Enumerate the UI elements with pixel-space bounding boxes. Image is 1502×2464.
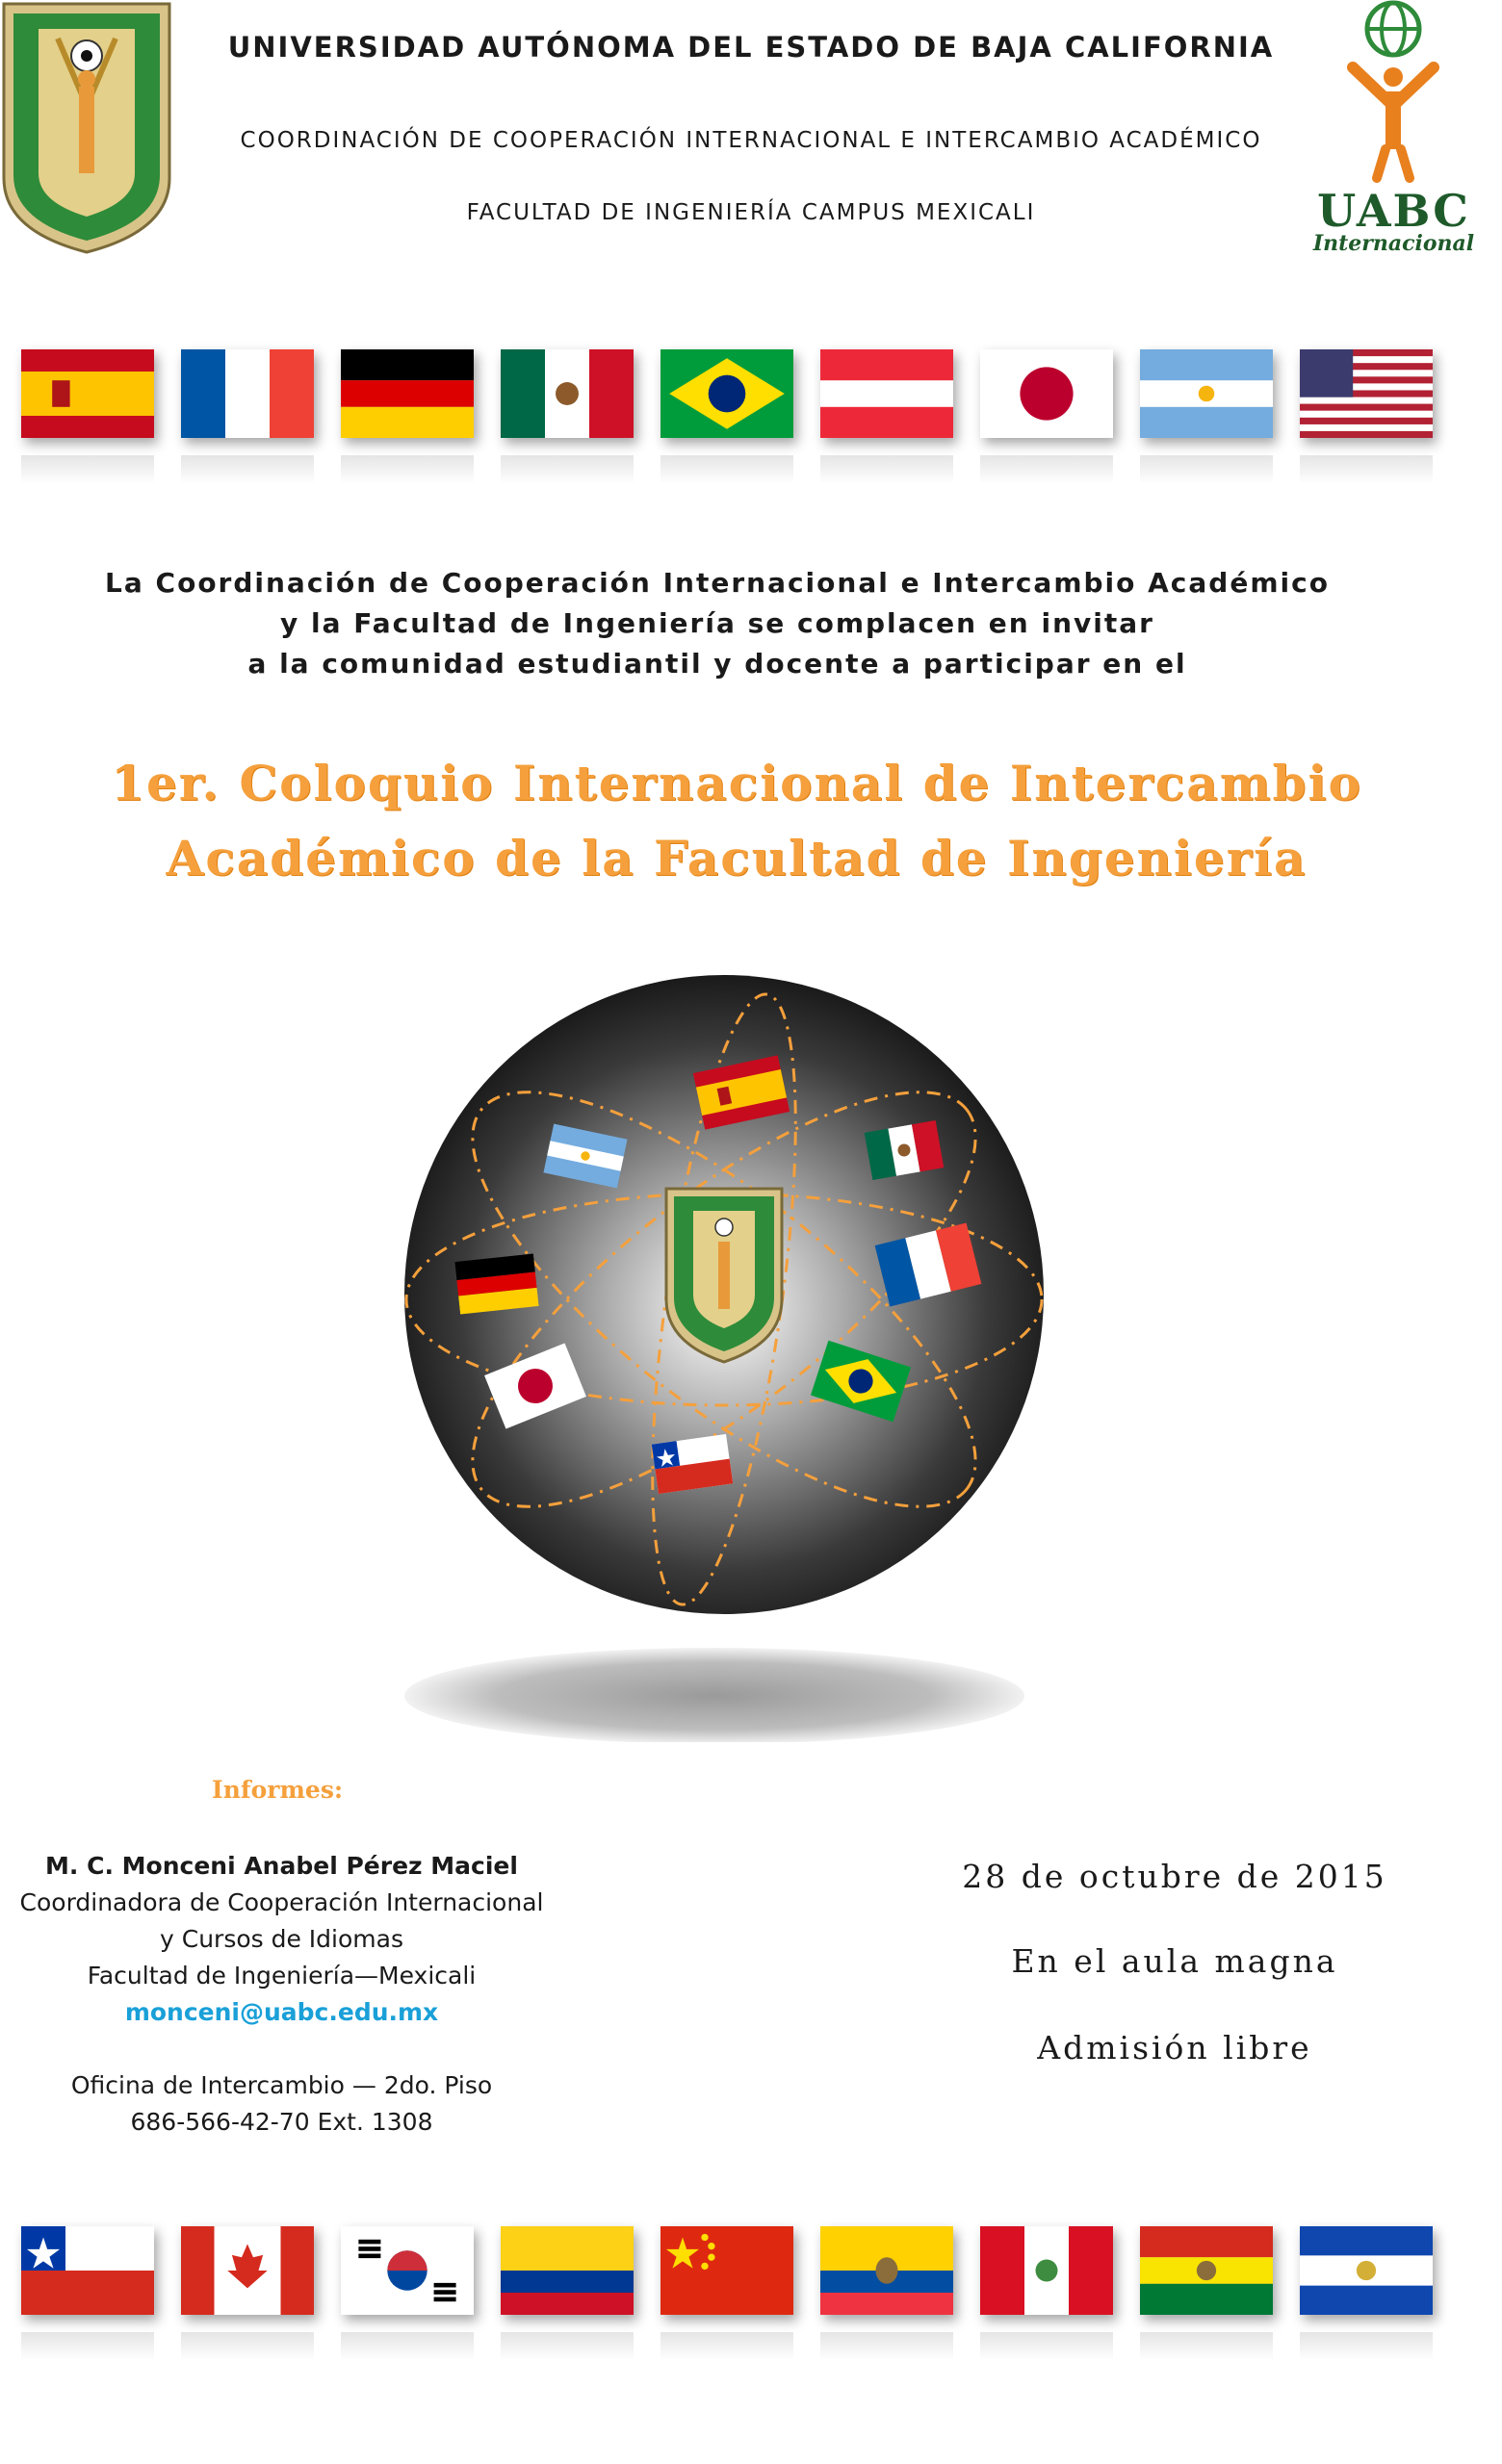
- germany-flag-icon: [341, 332, 474, 455]
- invitation-line-3: a la comunidad estudiantil y docente a participar en el: [247, 648, 1187, 680]
- invitation-line-1: La Coordinación de Cooperación Internacional e Intercambio Académico: [105, 567, 1330, 599]
- contact-dept: Facultad de Ingeniería—Mexicali: [87, 1962, 477, 1989]
- uabc-internacional-logo: [1285, 0, 1502, 260]
- event-venue: En el aula magna: [1011, 1942, 1338, 1980]
- brazil-flag-icon: [660, 332, 793, 455]
- chile-flag-icon: [21, 2209, 154, 2332]
- event-title-line-1: 1er. Coloquio Internacional de Intercambio: [111, 755, 1362, 811]
- austria-flag-icon: [820, 332, 953, 455]
- invitation-line-2: y la Facultad de Ingeniería se complacen en invitar: [280, 607, 1154, 639]
- event-date: 28 de octubre de 2015: [962, 1858, 1387, 1895]
- globe-illustration: [366, 972, 1098, 1742]
- orbit-flag-germany-icon: [454, 1254, 538, 1315]
- uabc-internacional-text: Internacional: [1312, 231, 1475, 256]
- bottom-flag-row: [0, 2209, 1502, 2363]
- china-flag-icon: [660, 2209, 793, 2332]
- contact-office: Oficina de Intercambio — 2do. Piso: [70, 2071, 493, 2099]
- event-admission: Admisión libre: [1037, 2029, 1312, 2066]
- event-title: [0, 746, 1473, 896]
- el-salvador-flag-icon: [1300, 2209, 1433, 2332]
- contact-email-link[interactable]: monceni@uabc.edu.mx: [124, 1998, 439, 2026]
- usa-flag-icon: [1300, 332, 1433, 455]
- canada-flag-icon: [181, 2209, 314, 2332]
- center-seal-icon: [666, 1189, 782, 1362]
- ecuador-flag-icon: [820, 2209, 953, 2332]
- uabc-brand-text: UABC: [1317, 185, 1470, 237]
- france-flag-icon: [181, 332, 314, 455]
- contact-name: M. C. Monceni Anabel Pérez Maciel: [45, 1852, 518, 1880]
- event-title-line-2: Académico de la Facultad de Ingeniería: [166, 830, 1308, 886]
- top-flag-row: [0, 332, 1502, 486]
- uabc-seal-logo: [0, 0, 173, 255]
- coordination-title: COORDINACIÓN DE COOPERACIÓN INTERNACIONAL E INTERCAMBIO ACADÉMICO: [240, 128, 1262, 153]
- south-korea-flag-icon: [341, 2209, 474, 2332]
- mexico-flag-icon: [501, 332, 634, 455]
- spain-flag-icon: [21, 332, 154, 455]
- colombia-flag-icon: [501, 2209, 634, 2332]
- contact-phone: 686-566-42-70 Ext. 1308: [130, 2108, 433, 2136]
- faculty-title: FACULTAD DE INGENIERÍA CAMPUS MEXICALI: [466, 200, 1036, 225]
- contact-role-1: Coordinadora de Cooperación Internacional: [19, 1888, 544, 1916]
- orbit-flag-chile-icon: [652, 1434, 733, 1494]
- argentina-flag-icon: [1140, 332, 1273, 455]
- bolivia-flag-icon: [1140, 2209, 1273, 2332]
- informes-label: Informes:: [212, 1776, 344, 1804]
- contact-block: [0, 1848, 563, 2141]
- japan-flag-icon: [980, 332, 1113, 455]
- peru-flag-icon: [980, 2209, 1113, 2332]
- contact-role-2: y Cursos de Idiomas: [160, 1925, 403, 1953]
- invitation-text: [0, 563, 1435, 684]
- university-title: UNIVERSIDAD AUTÓNOMA DEL ESTADO DE BAJA CALIFORNIA: [227, 31, 1275, 64]
- globe-shadow: [404, 1648, 1024, 1742]
